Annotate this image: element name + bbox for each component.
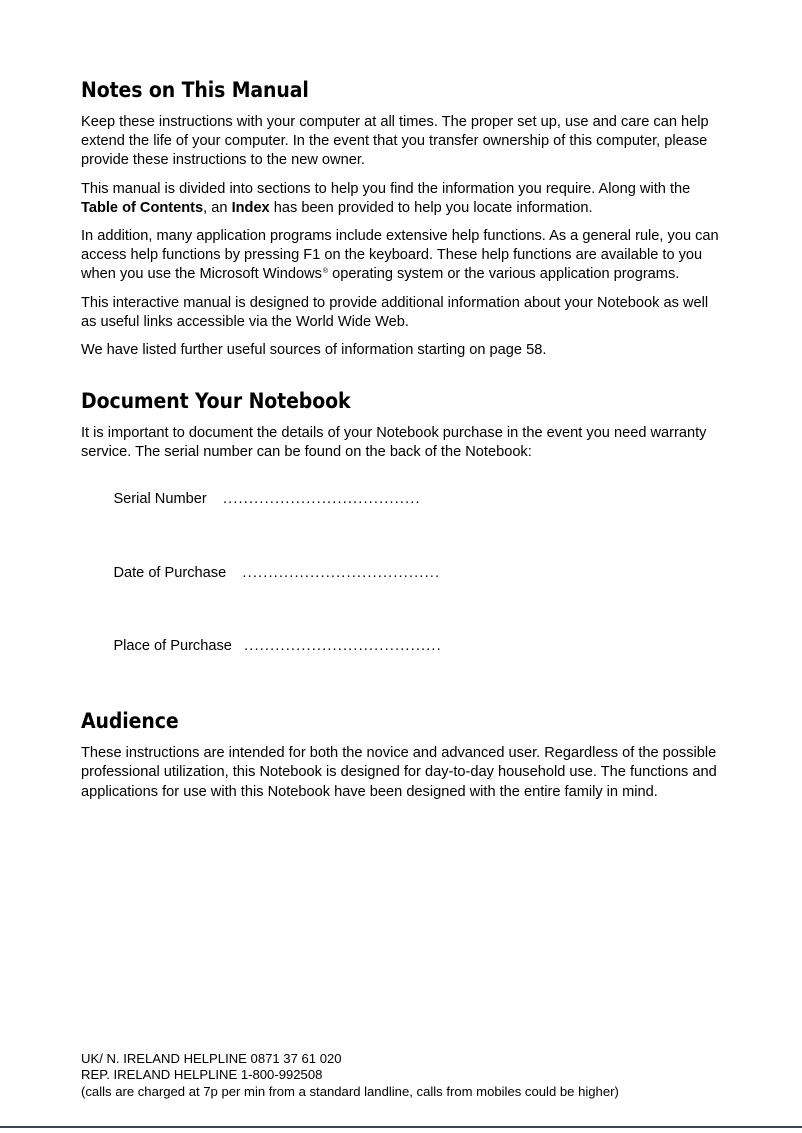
paragraph-document-details (81, 424, 721, 462)
footer-line-call-charges: (calls are charged at 7p per min from a standard landline, calls from mobiles could be higher) (81, 1083, 619, 1099)
section-heading-notes-on-this-manual: Notes on This Manual (81, 78, 309, 102)
footer-line-rep-ireland-helpline: REP. IRELAND HELPLINE 1-800-992508 (81, 1067, 323, 1083)
text-run: In addition, many application programs include extensive help functions. As a general rule, you can access help functions by pressing F1 on the keyboard. These help functions are available to you when you use the Microsoft Windows (81, 228, 719, 283)
field-label-place-of-purchase: Place of Purchase (113, 638, 232, 655)
page-bottom-rule (0, 1126, 802, 1128)
text-run: This interactive manual is designed to provide additional information about your Notebook as well as useful links accessible via the World Wide Web. (81, 294, 709, 330)
footer-line-uk-ni-helpline: UK/ N. IRELAND HELPLINE 0871 37 61 020 (81, 1051, 342, 1066)
field-label-serial-number: Serial Number (113, 491, 207, 508)
document-body (81, 78, 721, 802)
spacer (81, 683, 721, 709)
spacer (81, 332, 721, 341)
text-run: It is important to document the details of your Notebook purchase in the event you need warranty service. The serial number can be found on the back of the Notebook: (81, 425, 707, 461)
field-row-date-of-purchase (81, 536, 721, 610)
text-run: We have listed further useful sources of information starting on page 58. (81, 342, 547, 359)
section-heading-audience: Audience (81, 709, 179, 734)
paragraph-audience (81, 744, 721, 802)
field-leader-date-of-purchase[interactable]: ...................................... (242, 564, 441, 581)
field-row-serial-number (81, 463, 721, 537)
field-label-date-of-purchase: Date of Purchase (113, 564, 227, 581)
emphasized-term: Index (231, 199, 270, 216)
text-run: These instructions are intended for both the novice and advanced user. Regardless of the possible professional utilization, this Notebook is designed for day-to-day household use. The functions and applications for use with this Notebook have been designed with the entire family in mind. (81, 745, 717, 800)
spacer (81, 171, 721, 180)
paragraph-manual-sections (81, 180, 721, 218)
text-run: , an (203, 199, 232, 216)
spacer (81, 102, 721, 113)
paragraph-help-functions (81, 227, 721, 285)
purchase-record-fields (81, 463, 721, 684)
spacer (81, 733, 721, 744)
spacer (81, 218, 721, 227)
text-run: This manual is divided into sections to help you find the information you require. Along with the (81, 180, 691, 197)
emphasized-term: Table of Contents (81, 199, 204, 216)
field-row-place-of-purchase (81, 610, 721, 684)
field-gap (226, 565, 242, 581)
spacer (81, 285, 721, 294)
paragraph-interactive-manual (81, 294, 721, 332)
spacer (81, 413, 721, 424)
text-run: operating system or the various application programs. (328, 266, 680, 283)
registered-trademark-icon: ® (322, 267, 329, 275)
text-run: has been provided to help you locate information. (269, 199, 593, 216)
paragraph-keep-instructions (81, 113, 721, 171)
paragraph-further-sources (81, 341, 721, 360)
spacer (81, 360, 721, 389)
field-gap (207, 491, 223, 507)
section-heading-document-your-notebook: Document Your Notebook (81, 389, 351, 414)
field-leader-serial-number[interactable]: ...................................... (222, 491, 421, 508)
footer-helpline-block (81, 1051, 741, 1100)
field-leader-place-of-purchase[interactable]: ...................................... (244, 638, 442, 655)
field-gap (232, 638, 244, 654)
text-run: Keep these instructions with your computer at all times. The proper set up, use and care can help extend the life of your computer. In the event that you transfer ownership of this computer, please provide these instructions to the new owner. (81, 114, 709, 169)
